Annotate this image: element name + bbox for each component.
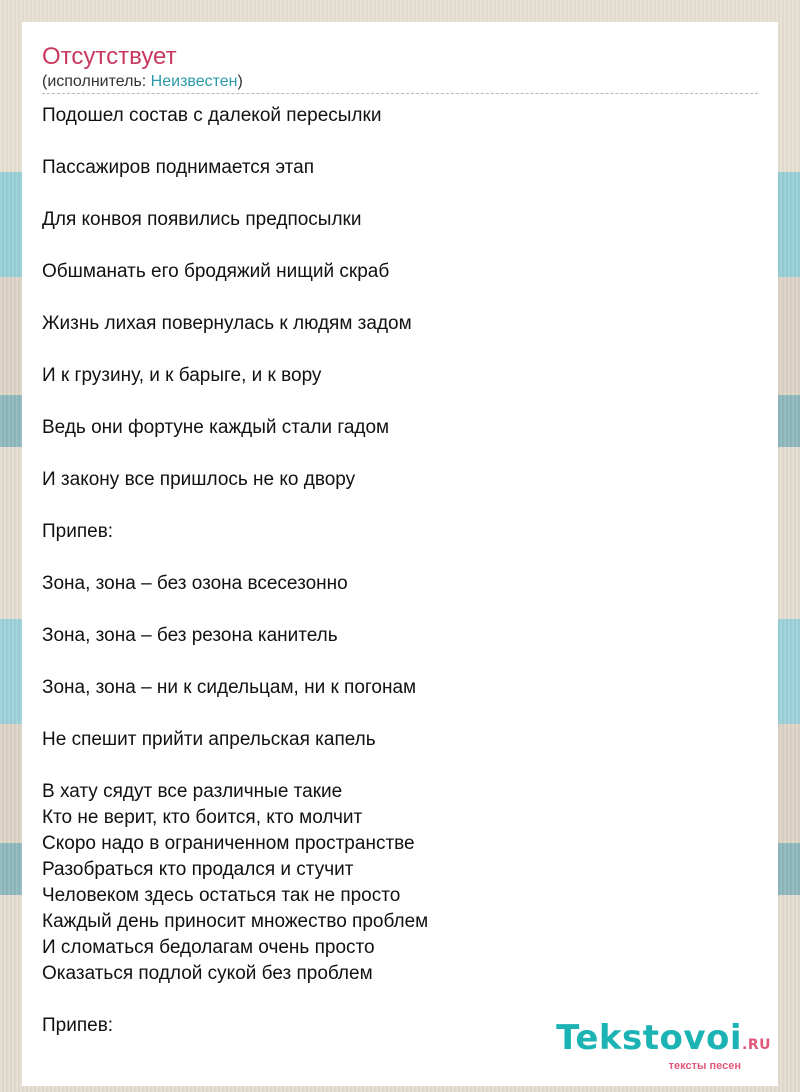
lyric-line: Разобраться кто продался и стучит (42, 859, 354, 880)
logo-tagline: тексты песен (668, 1060, 741, 1072)
lyric-stanza (42, 415, 758, 441)
lyric-line: И закону все пришлось не ко двору (42, 469, 356, 490)
lyrics-sheet (22, 22, 778, 1086)
lyric-line: Кто не верит, кто боится, кто молчит (42, 807, 363, 828)
lyric-stanza (42, 155, 758, 181)
lyric-line: Для конвоя появились предпосылки (42, 209, 362, 230)
lyric-line: Человеком здесь остаться так не просто (42, 885, 401, 906)
lyric-line: И к грузину, и к барыге, и к вору (42, 365, 322, 386)
lyric-line: Скоро надо в ограниченном пространстве (42, 833, 415, 854)
lyric-line: И сломаться бедолагам очень просто (42, 937, 375, 958)
lyric-line: Подошел состав с далекой пересылки (42, 105, 382, 126)
lyric-stanza (42, 311, 758, 337)
lyric-stanza (42, 727, 758, 753)
lyric-stanza (42, 623, 758, 649)
lyric-line: Припев: (42, 1015, 114, 1036)
artist-line (42, 73, 243, 91)
lyric-line: Пассажиров поднимается этап (42, 157, 314, 178)
lyric-stanza (42, 571, 758, 597)
lyric-line: Припев: (42, 521, 114, 542)
logo-wordmark (556, 1018, 771, 1062)
lyric-line: Жизнь лихая повернулась к людям задом (42, 313, 412, 334)
logo-main-text: Tekstovoi (556, 1018, 743, 1058)
lyric-line: Оказаться подлой сукой без проблем (42, 963, 373, 984)
lyric-line: Не спешит прийти апрельская капель (42, 729, 376, 750)
lyric-stanza (42, 363, 758, 389)
lyric-stanza (42, 779, 758, 987)
lyric-line: Каждый день приносит множество проблем (42, 911, 429, 932)
lyrics-body (42, 103, 758, 1065)
lyric-stanza (42, 519, 758, 545)
artist-prefix: (исполнитель: (42, 73, 151, 90)
lyric-line: Обшманать его бродяжий нищий скраб (42, 261, 390, 282)
lyric-stanza (42, 207, 758, 233)
site-logo[interactable] (556, 1018, 771, 1072)
lyric-line: Зона, зона – без озона всесезонно (42, 573, 348, 594)
lyric-stanza (42, 675, 758, 701)
lyric-stanza (42, 259, 758, 285)
artist-suffix: ) (237, 73, 243, 90)
lyric-stanza (42, 467, 758, 493)
logo-tld: .RU (742, 1037, 771, 1053)
lyric-line: В хату сядут все различные такие (42, 781, 343, 802)
lyric-line: Ведь они фортуне каждый стали гадом (42, 417, 390, 438)
artist-link[interactable]: Неизвестен (150, 73, 238, 90)
lyric-stanza (42, 103, 758, 129)
title-divider (42, 93, 758, 94)
lyric-line: Зона, зона – ни к сидельцам, ни к погонам (42, 677, 417, 698)
song-title: Отсутствует (42, 43, 177, 70)
lyric-line: Зона, зона – без резона канитель (42, 625, 338, 646)
